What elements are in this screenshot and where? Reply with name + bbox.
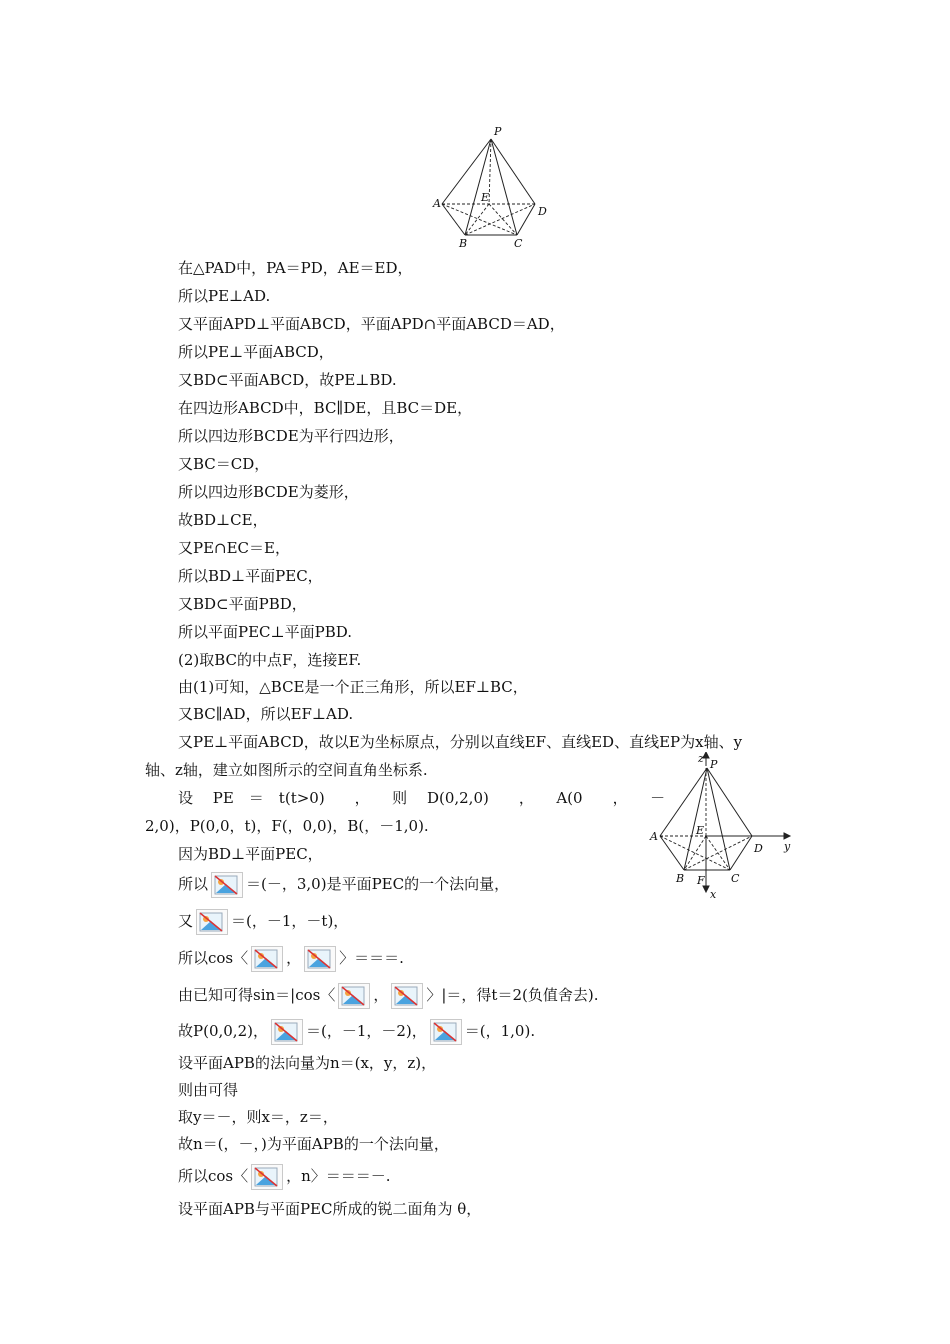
label-A: A [650, 830, 658, 843]
text-fragment: ＝(，－1，－2)， [305, 1022, 427, 1040]
vector-line [178, 946, 404, 972]
text-fragment: ， [286, 949, 302, 967]
coordinate-figure [640, 752, 800, 900]
label-x: x [710, 888, 717, 900]
label-B: B [676, 872, 685, 885]
label-C: C [514, 237, 523, 250]
image-placeholder-icon [304, 946, 336, 972]
label-D: D [538, 205, 547, 218]
image-placeholder-icon [391, 983, 423, 1009]
text-fragment: 所以cos〈 [178, 1167, 249, 1185]
image-placeholder-icon [196, 909, 228, 935]
text-line: 由(1)可知，△BCE是一个正三角形，所以EF⊥BC， [178, 678, 528, 696]
label-P: P [494, 125, 502, 138]
text-line: 则由可得 [178, 1081, 239, 1099]
label-D: D [754, 842, 763, 855]
text-line: 所以BD⊥平面PEC， [178, 567, 323, 585]
image-placeholder-icon [251, 1164, 283, 1190]
text-fragment: ， [373, 986, 389, 1004]
label-B: B [459, 237, 468, 250]
text-fragment: 〉|＝，得t＝2(负值舍去). [426, 986, 599, 1004]
label-z: z [698, 752, 704, 765]
text-line: 设平面APB与平面PEC所成的锐二面角为 θ， [178, 1200, 482, 1218]
text-fragment: ＝(－，3,0)是平面PEC的一个法向量， [246, 875, 510, 893]
text-line: 所以四边形BCDE为菱形， [178, 483, 359, 501]
text-line: 取y＝－，则x＝，z＝， [178, 1108, 338, 1126]
text-line: 所以四边形BCDE为平行四边形， [178, 427, 404, 445]
text-line: 因为BD⊥平面PEC， [178, 845, 323, 863]
text-line: 故BD⊥CE， [178, 511, 268, 529]
text-line: 又PE⊥平面ABCD，故以E为坐标原点，分别以直线EF、直线ED、直线EP为x轴、y [178, 733, 743, 751]
text-fragment: 故P(0,0,2)， [178, 1022, 268, 1040]
text-line: 故n＝(，－，)为平面APB的一个法向量， [178, 1135, 449, 1153]
text-fragment: 又 [178, 912, 194, 930]
text-line: 又平面APD⊥平面ABCD，平面APD∩平面ABCD＝AD， [178, 315, 565, 333]
label-A: A [433, 197, 441, 210]
label-y: y [784, 840, 791, 853]
label-E: E [696, 824, 705, 837]
text-fragment: ，n〉＝＝＝－. [286, 1167, 391, 1185]
vector-line [178, 872, 509, 898]
text-fragment: 〉＝＝＝. [339, 949, 404, 967]
vector-line [178, 1164, 391, 1190]
text-fragment: ＝(，－1，－t)， [231, 912, 349, 930]
text-line: 在△PAD中，PA＝PD，AE＝ED， [178, 259, 413, 277]
text-line: 轴、z轴，建立如图所示的空间直角坐标系. [145, 761, 428, 779]
text-fragment: ＝(，1,0). [464, 1022, 536, 1040]
text-fragment: 所以 [178, 875, 209, 893]
text-fragment: 所以cos〈 [178, 949, 249, 967]
text-line: 又BD⊂平面PBD， [178, 595, 307, 613]
vector-line [178, 983, 598, 1009]
text-line: 设 PE ＝ t(t>0) ， 则 D(0,2,0) ， A(0 ， － [178, 789, 666, 807]
vector-line [178, 909, 348, 935]
label-P: P [710, 758, 718, 771]
image-placeholder-icon [338, 983, 370, 1009]
text-fragment: 由已知可得sin＝|cos〈 [178, 986, 336, 1004]
label-F: F [697, 874, 705, 887]
text-line: 所以PE⊥AD. [178, 287, 271, 305]
label-E: E [481, 191, 490, 204]
image-placeholder-icon [211, 872, 243, 898]
text-line: 又BC＝CD， [178, 455, 270, 473]
label-C: C [731, 872, 740, 885]
text-line: 所以平面PEC⊥平面PBD. [178, 623, 353, 641]
text-line: 又PE∩EC＝E， [178, 539, 290, 557]
text-line: 又BC∥AD，所以EF⊥AD. [178, 705, 354, 723]
image-placeholder-icon [251, 946, 283, 972]
text-line: (2)取BC的中点F，连接EF. [178, 651, 362, 669]
text-line: 所以PE⊥平面ABCD， [178, 343, 334, 361]
image-placeholder-icon [430, 1019, 462, 1045]
text-line: 设平面APB的法向量为n＝(x，y，z)， [178, 1054, 437, 1072]
text-line: 在四边形ABCD中，BC∥DE，且BC＝DE， [178, 399, 473, 417]
text-line: 又BD⊂平面ABCD，故PE⊥BD. [178, 371, 397, 389]
vector-line [178, 1019, 535, 1045]
pyramid-figure [425, 124, 555, 252]
text-line: 2,0)，P(0,0，t)，F(，0,0)，B(，－1,0). [145, 817, 429, 835]
image-placeholder-icon [271, 1019, 303, 1045]
